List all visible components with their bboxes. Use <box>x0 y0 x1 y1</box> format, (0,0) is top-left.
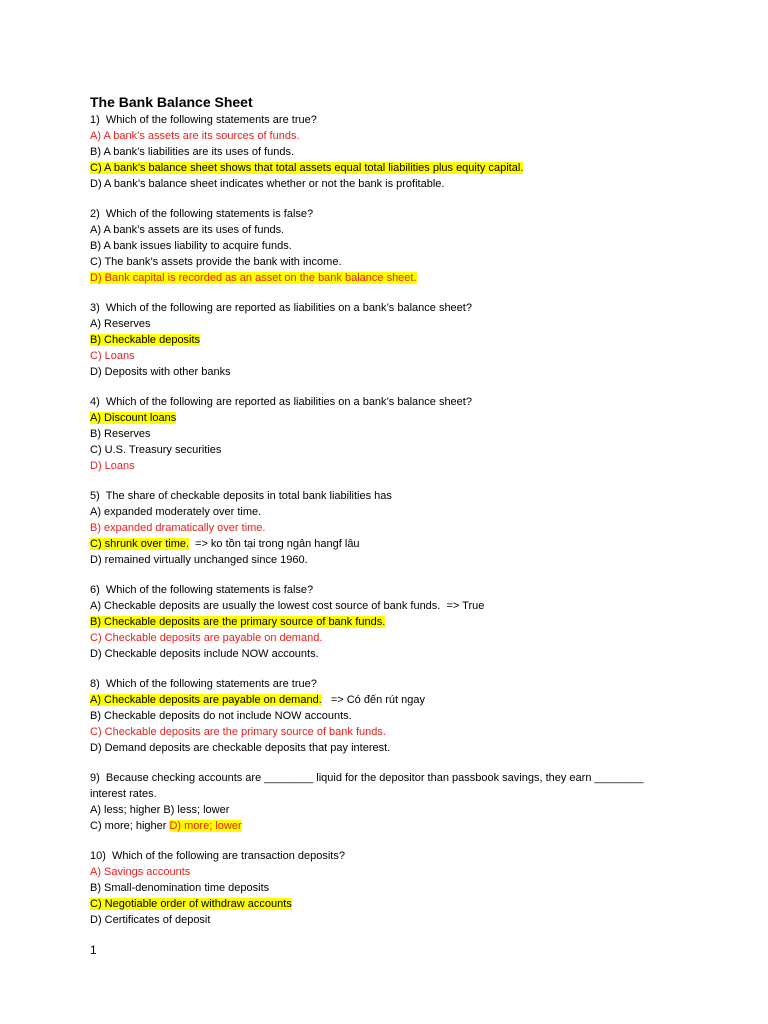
question-10-option-c <box>90 896 690 912</box>
question-10-options <box>90 864 690 928</box>
spacer <box>90 756 690 770</box>
question-option-b <box>90 520 690 536</box>
question-block <box>90 112 690 192</box>
question-10-option-a-text: A) Savings accounts <box>90 866 191 878</box>
question-9-options-ab: A) less; higher B) less; lower <box>90 804 230 816</box>
question-option-c-text: C) Loans <box>90 350 135 362</box>
question-option-d-text: D) Bank capital is recorded as an asset on the bank balance sheet. <box>90 272 417 284</box>
spacer <box>90 192 690 206</box>
question-option-a-text: A) A bank’s assets are its uses of funds. <box>90 224 285 236</box>
question-block <box>90 394 690 474</box>
question-option-c-text: C) U.S. Treasury securities <box>90 444 222 456</box>
question-10-option-d <box>90 912 690 928</box>
question-option-d <box>90 646 690 662</box>
page-title: The Bank Balance Sheet <box>90 94 253 110</box>
question-option-b-text: B) A bank issues liability to acquire funds. <box>90 240 292 252</box>
question-option-d <box>90 364 690 380</box>
question-list <box>90 112 690 770</box>
question-block <box>90 488 690 568</box>
question-option-d-text: D) Checkable deposits include NOW accounts. <box>90 648 319 660</box>
question-option-b <box>90 708 690 724</box>
question-option-a <box>90 692 690 708</box>
question-option-d <box>90 176 690 192</box>
question-block-10 <box>90 848 690 928</box>
question-option-a-note: => Có đến rút ngay <box>327 694 425 706</box>
spacer <box>90 662 690 676</box>
question-option-c-note: => ko tồn tại trong ngân hangf lâu <box>195 538 360 550</box>
question-prompt: 6) Which of the following statements is false? <box>90 584 314 596</box>
page-number: 1 <box>90 943 97 957</box>
question-prompt: 2) Which of the following statements is false? <box>90 208 314 220</box>
question-10-option-b-text: B) Small-denomination time deposits <box>90 882 270 894</box>
question-prompt: 3) Which of the following are reported as liabilities on a bank’s balance sheet? <box>90 302 472 314</box>
question-option-d-text: D) remained virtually unchanged since 1960. <box>90 554 308 566</box>
question-prompt: 8) Which of the following statements are true? <box>90 678 317 690</box>
question-option-b-text: B) Checkable deposits are the primary source of bank funds. <box>90 616 386 628</box>
question-option-d-text: D) A bank’s balance sheet indicates whether or not the bank is profitable. <box>90 178 445 190</box>
question-10-option-c-text: C) Negotiable order of withdraw accounts <box>90 898 292 910</box>
question-9-prompt-line-2: interest rates. <box>90 788 157 800</box>
question-option-c <box>90 536 690 552</box>
question-block-9 <box>90 770 690 834</box>
question-option-d-text: D) Demand deposits are checkable deposits that pay interest. <box>90 742 391 754</box>
question-option-a-text: A) Discount loans <box>90 412 177 424</box>
question-option-b-text: B) Checkable deposits <box>90 334 201 346</box>
question-10-option-d-text: D) Certificates of deposit <box>90 914 211 926</box>
question-option-a <box>90 410 690 426</box>
question-9-options-cd <box>90 818 690 834</box>
question-option-c <box>90 724 690 740</box>
question-option-c <box>90 442 690 458</box>
question-9-option-d: D) more; lower <box>169 820 242 832</box>
question-option-b <box>90 238 690 254</box>
question-option-c-text: C) shrunk over time. <box>90 538 190 550</box>
question-option-d <box>90 740 690 756</box>
question-option-b-text: B) expanded dramatically over time. <box>90 522 266 534</box>
document-page <box>90 92 690 928</box>
question-block <box>90 582 690 662</box>
question-option-b <box>90 614 690 630</box>
question-option-b <box>90 144 690 160</box>
question-option-d <box>90 458 690 474</box>
question-prompt: 4) Which of the following are reported as liabilities on a bank’s balance sheet? <box>90 396 472 408</box>
question-option-a <box>90 222 690 238</box>
question-block <box>90 300 690 380</box>
question-prompt: 1) Which of the following statements are true? <box>90 114 317 126</box>
question-option-c-text: C) Checkable deposits are payable on demand. <box>90 632 323 644</box>
question-option-a-text: A) Checkable deposits are usually the lowest cost source of bank funds. => True <box>90 600 485 612</box>
question-option-c <box>90 254 690 270</box>
question-option-a <box>90 598 690 614</box>
question-option-a-text: A) Reserves <box>90 318 151 330</box>
question-option-c <box>90 348 690 364</box>
question-10-option-a <box>90 864 690 880</box>
question-option-b <box>90 426 690 442</box>
question-prompt: 5) The share of checkable deposits in total bank liabilities has <box>90 490 392 502</box>
question-9-option-c: C) more; higher <box>90 820 170 832</box>
question-option-b-text: B) Checkable deposits do not include NOW accounts. <box>90 710 352 722</box>
question-option-a <box>90 504 690 520</box>
question-option-b <box>90 332 690 348</box>
question-block <box>90 676 690 756</box>
question-option-b-text: B) A bank’s liabilities are its uses of funds. <box>90 146 295 158</box>
question-block <box>90 206 690 286</box>
spacer <box>90 834 690 848</box>
question-option-d-text: D) Deposits with other banks <box>90 366 231 378</box>
question-option-a-text: A) Checkable deposits are payable on demand. <box>90 694 322 706</box>
question-option-d-text: D) Loans <box>90 460 135 472</box>
question-option-b-text: B) Reserves <box>90 428 151 440</box>
question-option-c-text: C) The bank’s assets provide the bank with income. <box>90 256 342 268</box>
question-option-d <box>90 552 690 568</box>
question-option-a <box>90 128 690 144</box>
spacer <box>90 380 690 394</box>
question-option-a-text: A) expanded moderately over time. <box>90 506 262 518</box>
question-option-d <box>90 270 690 286</box>
question-option-c-text: C) A bank’s balance sheet shows that total assets equal total liabilities plus equity capital. <box>90 162 524 174</box>
question-option-c <box>90 630 690 646</box>
question-option-c-text: C) Checkable deposits are the primary source of bank funds. <box>90 726 386 738</box>
question-option-c <box>90 160 690 176</box>
question-10-prompt: 10) Which of the following are transaction deposits? <box>90 850 345 862</box>
question-option-a <box>90 316 690 332</box>
spacer <box>90 568 690 582</box>
question-10-option-b <box>90 880 690 896</box>
spacer <box>90 474 690 488</box>
question-9-prompt-line-1: 9) Because checking accounts are ________ liquid for the depositor than passbook savings, they earn ________ <box>90 772 644 784</box>
question-option-a-text: A) A bank’s assets are its sources of funds. <box>90 130 300 142</box>
spacer <box>90 286 690 300</box>
